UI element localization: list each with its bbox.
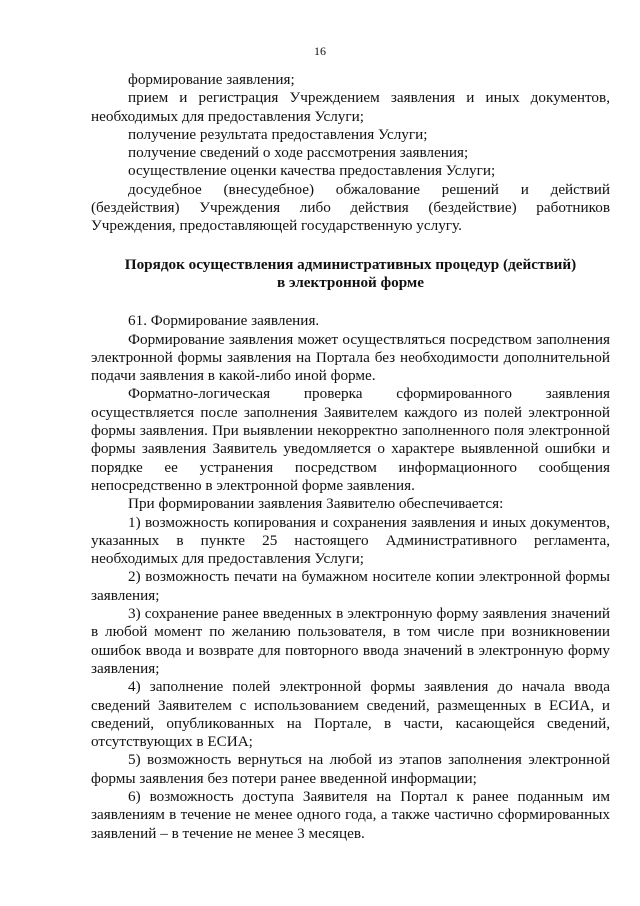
list-item: осуществление оценки качества предоставления Услуги; [128,162,496,180]
section-heading [91,256,610,293]
paragraph: 5) возможность вернуться на любой из этапов заполнения электронной формы заявления без потери ранее введенной информации; [91,751,610,787]
paragraph: 61. Формирование заявления. [128,312,320,330]
list-item: досудебное (внесудебное) обжалование решений и действий (бездействия) Учреждения либо действия (бездействие) работников Учреждения, предоставляющей государственную услугу. [91,180,610,235]
paragraph: Форматно-логическая проверка сформированного заявления осуществляется после заполнения Заявителем каждого из полей электронной формы заявления. При выявлении некорректно заполненного поля электронной формы заявления Заявитель уведомляется о характере выявленной ошибки и порядке ее устранения посредством информационного сообщения непосредственно в электронной форме заявления. [91,385,610,494]
paragraph: 1) возможность копирования и сохранения заявления и иных документов, указанных в пункте 25 настоящего Административного регламента, необходимых для предоставления Услуги; [91,513,610,568]
list-item: получение результата предоставления Услуги; [128,125,428,143]
list-item: прием и регистрация Учреждением заявления и иных документов, необходимых для предоставления Услуги; [91,89,610,125]
document-body [91,71,610,843]
section-heading-line1: Порядок осуществления административных процедур (действий) [124,255,577,273]
paragraph: 6) возможность доступа Заявителя на Портал к ранее поданным им заявлениям в течение не менее одного года, а также частично сформированных заявлений – в течение не менее 3 месяцев. [91,787,610,842]
list-item: получение сведений о ходе рассмотрения заявления; [128,144,469,162]
paragraph: 4) заполнение полей электронной формы заявления до начала ввода сведений Заявителем с использованием сведений, размещенных в ЕСИА, и сведений, опубликованных на Портале, в части, касающейся сведений, отсутствующих в ЕСИА; [91,678,610,751]
page-number: 16 [314,44,326,58]
paragraph: При формировании заявления Заявителю обеспечивается: [128,495,504,513]
section-heading-line2: в электронной форме [276,273,425,291]
paragraph: 3) сохранение ранее введенных в электронную форму заявления значений в любой момент по желанию пользователя, в том числе при возникновении ошибок ввода и возврате для повторного ввода значений в электронную форму заявления; [91,605,610,677]
paragraph: Формирование заявления может осуществляться посредством заполнения электронной формы заявления на Портала без необходимости дополнительной подачи заявления в какой-либо иной форме. [91,330,610,385]
paragraph: 2) возможность печати на бумажном носителе копии электронной формы заявления; [91,568,610,604]
list-item: формирование заявления; [128,71,295,88]
